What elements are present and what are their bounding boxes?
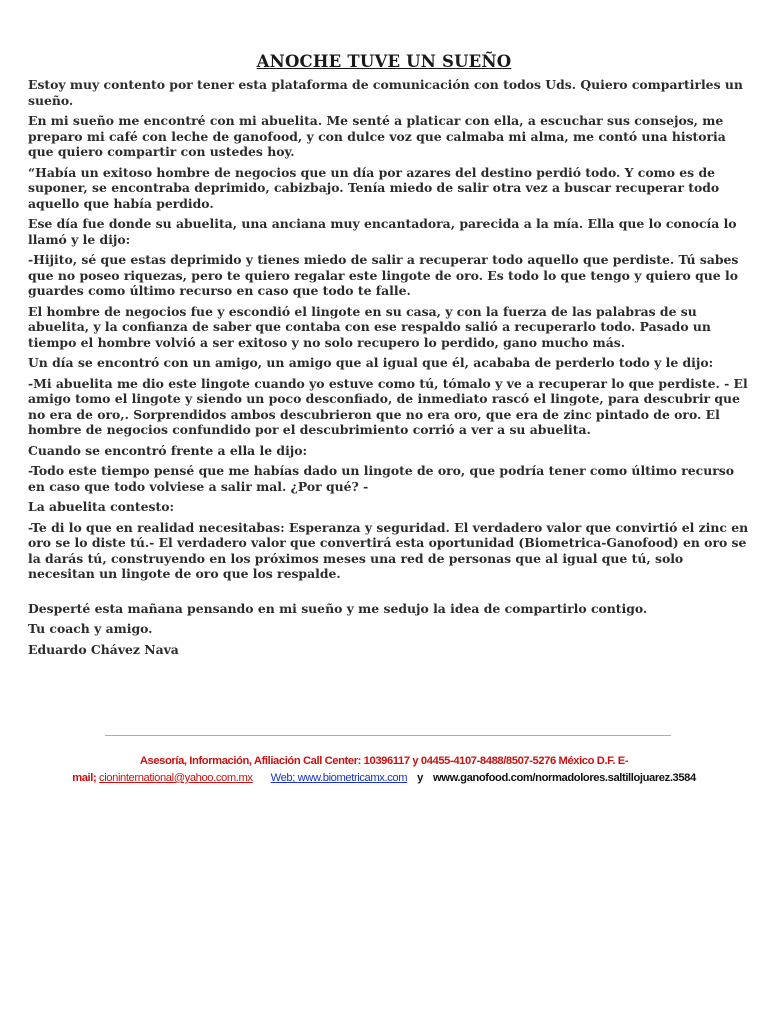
paragraph: Ese día fue donde su abuelita, una anciana muy encantadora, parecida a la mía. Ella que lo conocía lo llamó y le dijo: — [28, 216, 737, 247]
call-center-info: Asesoría, Información, Afiliación Call Center: 10396117 y 04455-4107-8488/8507-5276 México D.F. E- — [139, 755, 629, 767]
ganofood-link[interactable]: www.ganofood.com/normadolores.saltillojuarez.3584 — [432, 772, 696, 784]
paragraph: Cuando se encontró frente a ella le dijo: — [28, 442, 308, 458]
mail-label: mail; — [72, 772, 100, 784]
website-link[interactable]: www.biometricamx.com — [297, 772, 408, 784]
paragraph: -Mi abuelita me dio este lingote cuando yo estuve como tú, tómalo y ve a recuperar lo que perdiste. - El amigo tomo el lingote y siendo un poco desconfiado, de inmediato rascó el lingote, para descubrir que no era de oro,. Sorprendidos ambos descubrieron que no era oro, que era de zinc pintado de oro. El hombre de negocios confundido por el descubrimiento corrió a ver a su abuelita. — [28, 375, 748, 437]
footer-line-1 — [20, 753, 748, 770]
paragraph: -Te di lo que en realidad necesitabas: Esperanza y seguridad. El verdadero valor que convirtió el zinc en oro se lo diste tú.- El verdadero valor que convertirá esta oportunidad (Biometrica-Ganofood) en oro se la darás tú, construyendo en los próximos meses una red de personas que al igual que tú, solo necesitan un lingote de oro que los respalde. — [28, 519, 749, 581]
paragraph: Estoy muy contento por tener esta plataforma de comunicación con todos Uds. Quiero compartirles un sueño. — [28, 77, 743, 108]
footer-line-2 — [20, 770, 748, 787]
email-link[interactable]: cioninternational@yahoo.com.mx — [99, 772, 253, 784]
signature: Eduardo Chávez Nava — [28, 641, 179, 657]
paragraph: La abuelita contesto: — [28, 499, 175, 514]
paragraph: -Todo este tiempo pensé que me habías dado un lingote de oro, que podría tener como último recurso en caso que todo volviese a salir mal. ¿Por qué? - — [28, 463, 734, 494]
footer-divider — [105, 735, 671, 736]
paragraph: “Había un exitoso hombre de negocios que un día por azares del destino perdió todo. Y como es de suponer, se encontraba deprimido, cabizbajo. Tenía miedo de salir otra vez a buscar recuperar todo aquello que había perdido. — [28, 164, 720, 211]
paragraph: -Hijito, sé que estas deprimido y tienes miedo de salir a recuperar todo aquello que perdiste. Tú sabes que no poseo riquezas, pero te quiero regalar este lingote de oro. Es todo lo que tengo y quiero que lo guardes como último recurso en caso que todo te falle. — [28, 252, 739, 298]
signoff: Tu coach y amigo. — [28, 621, 153, 636]
paragraph: Un día se encontró con un amigo, un amigo que al igual que él, acababa de perderlo todo y le dijo: — [28, 355, 714, 370]
conjunction-text: y — [417, 772, 423, 784]
paragraph: En mi sueño me encontré con mi abuelita. Me senté a platicar con ella, a escuchar sus consejos, me preparo mi café con leche de ganofood, y con dulce voz que calmaba mi alma, me contó una historia que quiero compartir con ustedes hoy. — [28, 113, 726, 159]
web-label: Web; — [270, 772, 298, 784]
contact-footer — [20, 753, 748, 787]
paragraph: El hombre de negocios fue y escondió el lingote en su casa, y con la fuerza de las palabras de su abuelita, y la confianza de saber que contaba con ese respaldo salió a recuperarlo todo. Pasado un tiempo el hombre volvió a ser exitoso y no solo recupero lo perdido, gano mucho más. — [28, 303, 711, 350]
closing-paragraph: Desperté esta mañana pensando en mi sueño y me sedujo la idea de compartirlo contigo. — [28, 600, 648, 616]
document-title: ANOCHE TUVE UN SUEÑO — [256, 52, 512, 71]
document-body — [28, 77, 752, 662]
